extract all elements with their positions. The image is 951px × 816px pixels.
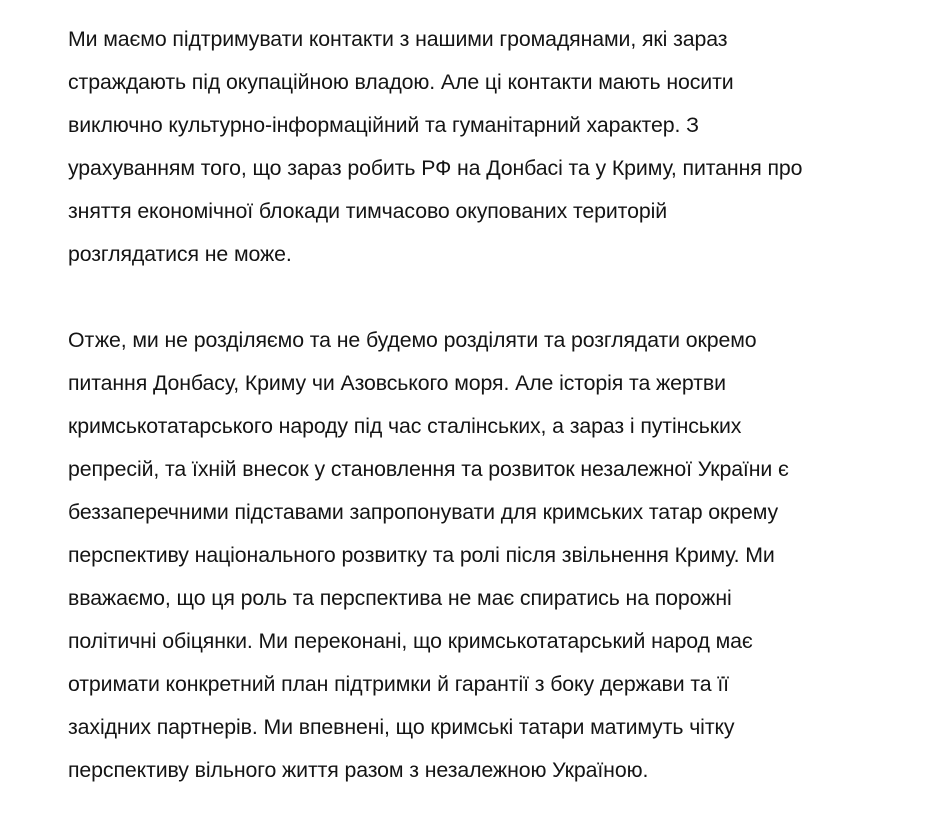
paragraph-line: виключно культурно-інформаційний та гуманітарний характер. З (68, 113, 699, 137)
paragraph-2 (68, 319, 928, 792)
paragraph-line: Ми маємо підтримувати контакти з нашими громадянами, які зараз (68, 27, 728, 51)
paragraph-line: отримати конкретний план підтримки й гарантії з боку держави та її (68, 672, 729, 696)
paragraph-1 (68, 18, 928, 276)
paragraph-line: вважаємо, що ця роль та перспектива не має спиратись на порожні (68, 586, 732, 610)
paragraph-line: урахуванням того, що зараз робить РФ на Донбасі та у Криму, питання про (68, 156, 803, 180)
paragraph-line: питання Донбасу, Криму чи Азовського моря. Але історія та жертви (68, 371, 726, 395)
paragraph-line: західних партнерів. Ми впевнені, що кримські татари матимуть чітку (68, 715, 735, 739)
paragraph-line: перспективу вільного життя разом з незалежною Україною. (68, 758, 649, 782)
paragraph-line: перспективу національного розвитку та ролі після звільнення Криму. Ми (68, 543, 775, 567)
paragraph-line: політичні обіцянки. Ми переконані, що кримськотатарський народ має (68, 629, 753, 653)
paragraph-line: Отже, ми не розділяємо та не будемо розділяти та розглядати окремо (68, 328, 757, 352)
paragraph-line: зняття економічної блокади тимчасово окупованих територій (68, 199, 667, 223)
paragraph-line: кримськотатарського народу під час сталінських, а зараз і путінських (68, 414, 742, 438)
article-body (68, 18, 928, 792)
paragraph-line: страждають під окупаційною владою. Але ці контакти мають носити (68, 70, 734, 94)
paragraph-line: беззаперечними підставами запропонувати для кримських татар окрему (68, 500, 779, 524)
paragraph-line: репресій, та їхній внесок у становлення та розвиток незалежної України є (68, 457, 789, 481)
paragraph-line: розглядатися не може. (68, 242, 292, 266)
